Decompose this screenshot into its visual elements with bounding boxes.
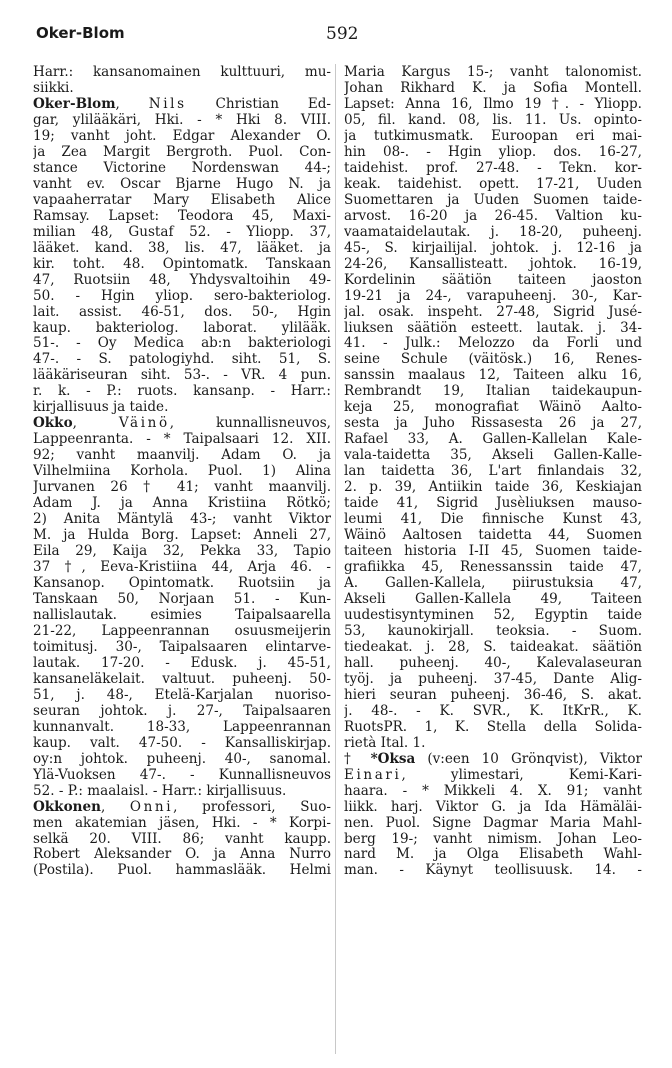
line-text: Johan Rikhard K. ja Sofia Montell. bbox=[344, 79, 642, 96]
line-text: 37 †, Eeva-Kristiina 44, Arja 46. - bbox=[33, 559, 331, 575]
text-line bbox=[33, 192, 331, 208]
line-text: Eila 29, Kaija 32, Pekka 33, Tapio bbox=[33, 543, 331, 560]
line-text: hin 08-. - Hgin yliop. dos. 16-27, bbox=[344, 143, 642, 160]
line-text: stance Victorine Nordenswan 44-; bbox=[33, 159, 331, 176]
text-line bbox=[33, 527, 331, 543]
text-line bbox=[344, 128, 642, 144]
text-line bbox=[344, 639, 642, 655]
line-text: nard M. ja Olga Elisabeth Wahl- bbox=[344, 846, 642, 863]
entry-given-name: Einari bbox=[344, 766, 402, 783]
text-line bbox=[344, 479, 642, 495]
text-line bbox=[33, 735, 331, 751]
text-line bbox=[33, 703, 331, 719]
text-line bbox=[33, 543, 331, 559]
line-text: Rembrandt 19, Italian taidekaupun- bbox=[344, 383, 642, 400]
text-line bbox=[344, 256, 642, 272]
entry-given-name: Onni bbox=[129, 798, 174, 815]
text-line bbox=[33, 240, 331, 256]
text-line bbox=[33, 208, 331, 224]
line-text: tiedeakat. j. 28, S. taideakat. säätiön bbox=[344, 638, 642, 655]
line-text: 41. - Julk.: Melozzo da Forli und bbox=[344, 335, 642, 352]
text-line bbox=[33, 224, 331, 240]
line-text: siikki. bbox=[33, 79, 74, 96]
text-line bbox=[33, 687, 331, 703]
text-line bbox=[344, 160, 642, 176]
line-text: kaup. valt. 47-50. - Kansalliskirjap. bbox=[33, 734, 331, 751]
line-text: berg 19-; vanht nimism. Johan Leo- bbox=[344, 830, 642, 847]
text-line bbox=[344, 559, 642, 575]
line-text: man. - Käynyt teollisuusk. 14. - bbox=[344, 862, 642, 879]
text-line bbox=[33, 351, 331, 367]
text-line bbox=[33, 591, 331, 607]
line-text: milian 48, Gustaf 52. - Yliopp. 37, bbox=[33, 223, 331, 240]
text-line bbox=[344, 144, 642, 160]
text-line bbox=[33, 272, 331, 288]
text-line bbox=[33, 479, 331, 495]
text-line bbox=[344, 64, 642, 80]
line-text: , professori, Suo- bbox=[173, 798, 331, 815]
text-line bbox=[344, 783, 642, 799]
text-line bbox=[344, 320, 642, 336]
line-text: selkä 20. VIII. 86; vanht kaupp. bbox=[33, 830, 331, 847]
text-line bbox=[344, 751, 642, 767]
line-text: Vilhelmiina Korhola. Puol. 1) Alina bbox=[33, 463, 331, 480]
text-line bbox=[344, 112, 642, 128]
line-text: Harr.: kansanomainen kulttuuri, mu- bbox=[33, 64, 331, 80]
text-line bbox=[33, 415, 331, 431]
line-text: 47-. - S. patologiyhd. siht. 51, S. bbox=[33, 351, 331, 368]
text-line bbox=[344, 655, 642, 671]
text-line bbox=[344, 367, 642, 383]
line-text: kir. toht. 48. Opintomatk. Tanskaan bbox=[33, 255, 331, 272]
line-text: j. 48-. - K. SVR., K. ItKrR., K. bbox=[344, 702, 642, 719]
text-line bbox=[33, 623, 331, 639]
line-text: arvost. 16-20 ja 26-45. Valtion ku- bbox=[344, 207, 642, 224]
text-line bbox=[344, 623, 642, 639]
line-text: sesta ja Juho Rissasesta 26 ja 27, bbox=[344, 415, 642, 432]
text-line bbox=[33, 511, 331, 527]
line-text: Lappeenranta. - * Taipalsaari 12. XII. bbox=[33, 431, 331, 448]
line-text: ja tutkimusmatk. Euroopan eri mai- bbox=[344, 127, 642, 144]
text-line bbox=[33, 783, 331, 799]
text-line bbox=[344, 799, 642, 815]
text-line bbox=[33, 767, 331, 783]
line-text: Tanskaan 50, Norjaan 51. - Kun- bbox=[33, 590, 331, 607]
text-line bbox=[33, 846, 331, 862]
column-divider bbox=[335, 64, 336, 1054]
text-line bbox=[33, 256, 331, 272]
line-text: lautak. 17-20. - Edusk. j. 45-51, bbox=[33, 654, 331, 671]
text-line bbox=[33, 751, 331, 767]
text-line bbox=[344, 703, 642, 719]
text-line bbox=[33, 719, 331, 735]
line-text: kaup. bakteriolog. laborat. ylilääk. bbox=[33, 319, 331, 336]
text-line bbox=[344, 495, 642, 511]
line-text: 53, kaunokirjall. teoksia. - Suom. bbox=[344, 622, 642, 639]
text-line bbox=[33, 447, 331, 463]
text-line bbox=[33, 559, 331, 575]
text-line bbox=[344, 719, 642, 735]
right-column bbox=[344, 64, 642, 878]
text-line bbox=[33, 176, 331, 192]
line-text: toimitusj. 30-, Taipalsaaren elintarve- bbox=[33, 638, 331, 655]
line-text: leumi 41, Die finnische Kunst 43, bbox=[344, 511, 642, 528]
line-text: vanht ev. Oscar Bjarne Hugo N. ja bbox=[33, 175, 331, 192]
text-line bbox=[344, 224, 642, 240]
line-text: oy:n johtok. puheenj. 40-, sanomal. bbox=[33, 750, 331, 767]
line-text: työj. ja puheenj. 37-45, Dante Alig- bbox=[344, 670, 642, 687]
text-line bbox=[344, 272, 642, 288]
line-text: Jurvanen 26 † 41; vanht maanvilj. bbox=[33, 479, 331, 496]
entry-surname: Oker-Blom bbox=[33, 95, 116, 112]
line-text: Kansanop. Opintomatk. Ruotsiin ja bbox=[33, 575, 331, 591]
text-line bbox=[344, 192, 642, 208]
line-text: vaamataidelautak. j. 18-20, puheenj. bbox=[344, 223, 642, 240]
line-text: ja Zea Margit Bergroth. Puol. Con- bbox=[33, 143, 331, 160]
line-text: lait. assist. 46-51, dos. 50-, Hgin bbox=[33, 303, 331, 320]
line-text: 51-. - Oy Medica ab:n bakteriologi bbox=[33, 335, 331, 352]
text-line bbox=[344, 176, 642, 192]
text-line bbox=[33, 96, 331, 112]
text-line bbox=[33, 320, 331, 336]
line-text: (v:een 10 Grönqvist), Viktor bbox=[415, 750, 642, 767]
entry-surname: Okkonen bbox=[33, 798, 101, 815]
line-text: RuotsPR. 1, K. Stella della Solida- bbox=[344, 718, 642, 735]
text-line bbox=[33, 80, 331, 96]
line-text: grafiikka 45, Renessanssin taide 47, bbox=[344, 559, 642, 575]
line-text: seine Schule (väitösk.) 16, Renes- bbox=[344, 351, 642, 368]
line-text: taidehist. prof. 27-48. - Tekn. kor- bbox=[344, 159, 642, 176]
line-text: Adam J. ja Anna Kristiina Rötkö; bbox=[33, 495, 331, 512]
line-text: rietà Ital. 1. bbox=[344, 734, 426, 751]
text-line bbox=[33, 575, 331, 591]
line-text: liikk. harj. Viktor G. ja Ida Hämäläi- bbox=[344, 798, 642, 815]
line-text: kirjallisuus ja taide. bbox=[33, 399, 169, 416]
text-line bbox=[344, 351, 642, 367]
text-line bbox=[344, 383, 642, 399]
line-text: 19; vanht joht. Edgar Alexander O. bbox=[33, 127, 331, 144]
line-text: A. Gallen-Kallela, piirustuksia 47, bbox=[344, 575, 642, 591]
line-text: hall. puheenj. 40-, Kalevalaseuran bbox=[344, 654, 642, 671]
text-line bbox=[344, 415, 642, 431]
text-line bbox=[33, 383, 331, 399]
text-line bbox=[33, 64, 331, 80]
line-text: , bbox=[72, 415, 119, 432]
text-line bbox=[33, 607, 331, 623]
line-text: lan taidetta 36, L'art finlandais 32, bbox=[344, 463, 642, 480]
text-line bbox=[344, 815, 642, 831]
text-line bbox=[344, 431, 642, 447]
text-line bbox=[33, 160, 331, 176]
line-text: lääkäriseuran siht. 53-. - VR. 4 pun. bbox=[33, 367, 331, 384]
line-text: haara. - * Mikkeli 4. X. 91; vanht bbox=[344, 782, 642, 799]
line-text: taiteen historia I-II 45, Suomen taide- bbox=[344, 543, 642, 560]
line-text: Ramsay. Lapset: Teodora 45, Maxi- bbox=[33, 207, 331, 224]
line-text: sanssin maalaus 12, Taiteen alku 16, bbox=[344, 367, 642, 384]
text-line bbox=[344, 447, 642, 463]
line-text: keja 25, monografiat Wäinö Aalto- bbox=[344, 399, 642, 416]
line-text: 21-22, Lappeenrannan osuusmeijerin bbox=[33, 622, 331, 639]
line-text: liuksen säätiön esteett. lautak. j. 34- bbox=[344, 319, 642, 336]
text-line bbox=[344, 399, 642, 415]
line-text: 2) Anita Mäntylä 43-; vanht Viktor bbox=[33, 511, 331, 528]
text-line bbox=[33, 288, 331, 304]
text-line bbox=[344, 671, 642, 687]
line-text: 52. - P.: maalaisl. - Harr.: kirjallisuus. bbox=[33, 782, 287, 799]
line-text: vala-taidetta 35, Akseli Gallen-Kalle- bbox=[344, 447, 642, 464]
text-line bbox=[344, 527, 642, 543]
line-text: lääket. kand. 38, lis. 47, lääket. ja bbox=[33, 239, 331, 256]
text-line bbox=[33, 335, 331, 351]
text-line bbox=[344, 735, 642, 751]
line-text: , kunnallisneuvos, bbox=[169, 415, 331, 432]
line-text: , ylimestari, Kemi-Kari- bbox=[401, 766, 642, 783]
text-line bbox=[344, 208, 642, 224]
text-line bbox=[33, 831, 331, 847]
line-text: seuran johtok. j. 27-, Taipalsaaren bbox=[33, 702, 331, 719]
line-text: men akatemian jäsen, Hki. - * Korpi- bbox=[33, 814, 331, 831]
text-line bbox=[33, 815, 331, 831]
line-text: 24-26, Kansallisteatt. johtok. 16-19, bbox=[344, 255, 642, 272]
text-line bbox=[33, 144, 331, 160]
line-text: 51, j. 48-, Etelä-Karjalan nuoriso- bbox=[33, 686, 331, 703]
text-line bbox=[344, 607, 642, 623]
text-line bbox=[344, 591, 642, 607]
line-text: Ylä-Vuoksen 47-. - Kunnallisneuvos bbox=[33, 766, 331, 783]
text-line bbox=[33, 304, 331, 320]
line-text: taide 41, Sigrid Jusèliuksen mauso- bbox=[344, 495, 642, 512]
text-line bbox=[344, 463, 642, 479]
line-text: kansaneläkelait. valtuut. puheenj. 50- bbox=[33, 670, 331, 687]
line-text: (Postila). Puol. hammaslääk. Helmi bbox=[33, 862, 331, 879]
line-text: M. ja Hulda Borg. Lapset: Anneli 27, bbox=[33, 527, 331, 544]
text-line bbox=[33, 862, 331, 878]
line-text: gar, ylilääkäri, Hki. - * Hki 8. VIII. bbox=[33, 111, 331, 128]
line-text: uudestisyntyminen 52, Egyptin taide bbox=[344, 606, 642, 623]
entry-surname: *Oksa bbox=[370, 750, 416, 767]
line-text: nallislautak. esimies Taipalsaarella bbox=[33, 606, 331, 623]
line-text: 05, fil. kand. 08, lis. 11. Us. opinto- bbox=[344, 111, 642, 128]
entry-given-name: Nils bbox=[148, 95, 187, 112]
text-line bbox=[344, 831, 642, 847]
line-text: Rafael 33, A. Gallen-Kallelan Kale- bbox=[344, 431, 642, 448]
text-line bbox=[33, 128, 331, 144]
line-text: 92; vanht maanvilj. Adam O. ja bbox=[33, 447, 331, 464]
text-line bbox=[33, 112, 331, 128]
line-text: 19-21 ja 24-, varapuheenj. 30-, Kar- bbox=[344, 287, 642, 304]
entry-surname: Okko bbox=[33, 415, 73, 432]
line-text: hieri seuran puheenj. 36-46, S. akat. bbox=[344, 686, 642, 703]
line-text: r. k. - P.: ruots. kansanp. - Harr.: bbox=[33, 383, 331, 400]
text-line bbox=[344, 80, 642, 96]
text-line bbox=[344, 687, 642, 703]
line-text: 2. p. 39, Antiikin taide 36, Keskiajan bbox=[344, 479, 642, 496]
line-text: 50. - Hgin yliop. sero-bakteriolog. bbox=[33, 287, 331, 304]
text-line bbox=[344, 511, 642, 527]
line-text: Wäinö Aaltosen taidetta 44, Suomen bbox=[344, 527, 642, 544]
text-line bbox=[344, 846, 642, 862]
line-text: 45-, S. kirjailijal. johtok. j. 12-16 ja bbox=[344, 239, 642, 256]
line-text: Robert Aleksander O. ja Anna Nurro bbox=[33, 846, 331, 863]
line-text: kunnanvalt. 18-33, Lappeenrannan bbox=[33, 718, 331, 735]
line-text: , bbox=[100, 798, 130, 815]
text-line bbox=[33, 367, 331, 383]
text-line bbox=[33, 671, 331, 687]
text-line bbox=[344, 335, 642, 351]
text-line bbox=[33, 799, 331, 815]
line-text: Kordelinin säätiön taiteen jaoston bbox=[344, 271, 642, 288]
left-column bbox=[33, 64, 331, 878]
text-line bbox=[344, 96, 642, 112]
text-line bbox=[33, 639, 331, 655]
text-line bbox=[344, 288, 642, 304]
line-text: Maria Kargus 15-; vanht talonomist. bbox=[344, 64, 642, 80]
entry-given-name: Väinö bbox=[118, 415, 170, 432]
text-line bbox=[344, 862, 642, 878]
text-line bbox=[33, 431, 331, 447]
text-line bbox=[344, 575, 642, 591]
page-number: 592 bbox=[326, 24, 359, 44]
line-text: , bbox=[115, 95, 149, 112]
line-text: † bbox=[344, 750, 371, 767]
line-text: Akseli Gallen-Kallela 49, Taiteen bbox=[344, 590, 642, 607]
line-text: 47, Ruotsiin 48, Yhdysvaltoihin 49- bbox=[33, 271, 331, 288]
text-line bbox=[33, 655, 331, 671]
line-text: keak. taidehist. opett. 17-21, Uuden bbox=[344, 175, 642, 192]
text-line bbox=[33, 399, 331, 415]
line-text: Suomettaren ja Uuden Suomen taide- bbox=[344, 191, 642, 208]
text-line bbox=[344, 767, 642, 783]
text-line bbox=[33, 463, 331, 479]
text-line bbox=[33, 495, 331, 511]
line-text: Lapset: Anna 16, Ilmo 19 †. - Yliopp. bbox=[344, 95, 642, 112]
text-line bbox=[344, 304, 642, 320]
running-head: Oker-Blom bbox=[36, 24, 125, 42]
line-text: vapaaherratar Mary Elisabeth Alice bbox=[33, 191, 331, 208]
text-line bbox=[344, 240, 642, 256]
line-text: Christian Ed- bbox=[186, 95, 331, 112]
line-text: nen. Puol. Signe Dagmar Maria Mahl- bbox=[344, 814, 642, 831]
line-text: jal. osak. inspeht. 27-48, Sigrid Jusé- bbox=[344, 303, 642, 320]
text-line bbox=[344, 543, 642, 559]
